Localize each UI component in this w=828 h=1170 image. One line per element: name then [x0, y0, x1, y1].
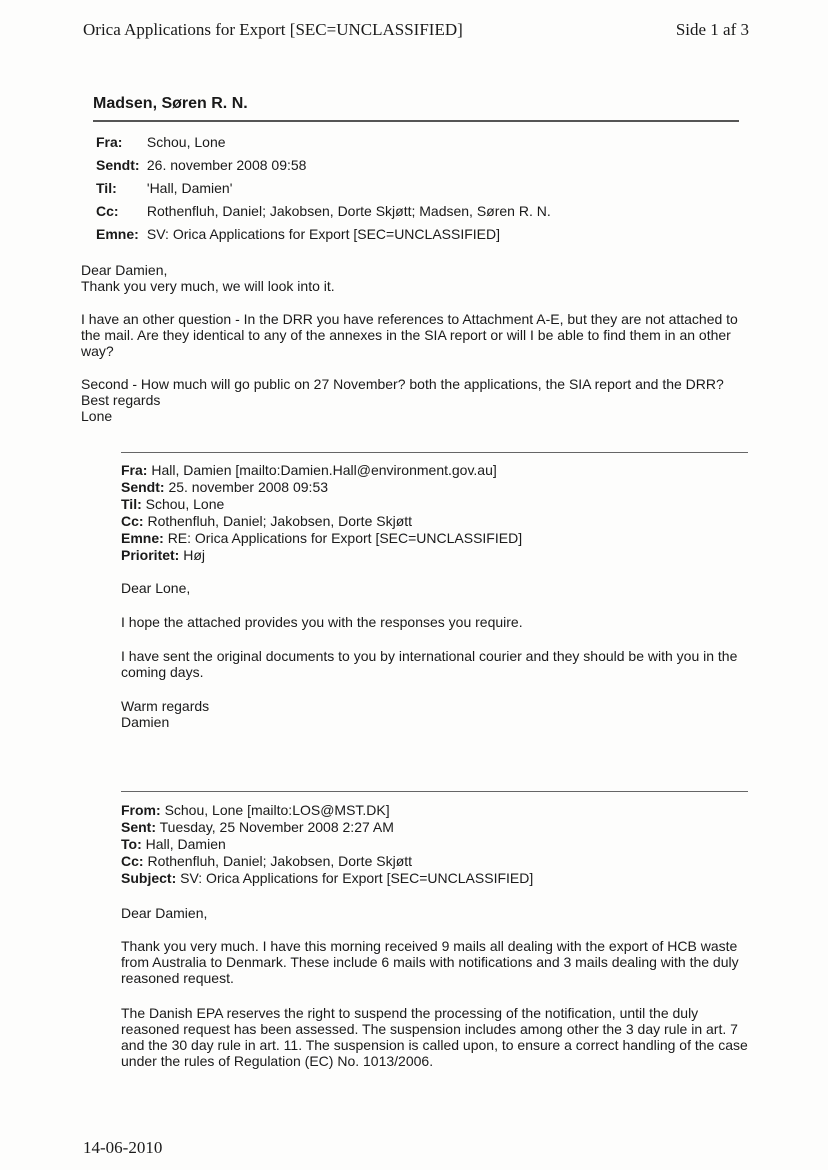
from-label: From: [121, 802, 161, 818]
message3-subject-row [121, 870, 533, 887]
message3-para-suspension: The Danish EPA reserves the right to suspend the processing of the notification, until the duly reasoned request has been assessed. The suspension includes among other the 3 day rule in art. 7 and the 30 day rule in art. 11. The suspension is called upon, to ensure a correct handling of the case under the rules of Regulation (EC) No. 1013/2006. [121, 1005, 748, 1069]
message3-from-row [121, 802, 390, 819]
message2-cc-row [121, 513, 412, 530]
message1-from-row [96, 133, 226, 151]
sent-label: Sent: [121, 819, 156, 835]
message2-para-attached: I hope the attached provides you with the responses you require. [121, 614, 523, 630]
message2-to-row [121, 496, 224, 513]
message3-greeting: Dear Damien, [121, 905, 208, 921]
subject-label: Emne: [96, 226, 139, 242]
subject-value: SV: Orica Applications for Export [SEC=UNCLASSIFIED] [180, 870, 534, 886]
mailbox-owner: Madsen, Søren R. N. [93, 95, 248, 112]
to-value: Hall, Damien [145, 836, 226, 852]
from-value: Schou, Lone [146, 134, 226, 150]
message1-sent-row [96, 156, 306, 174]
from-value: Hall, Damien [mailto:Damien.Hall@environment.gov.au] [151, 462, 497, 478]
message3-sent-row [121, 819, 394, 836]
sent-value: 26. november 2008 09:58 [146, 157, 307, 173]
message3-to-row [121, 836, 226, 853]
cc-label: Cc: [96, 203, 119, 219]
page-number: Side 1 af 3 [675, 20, 749, 39]
message3-para-received: Thank you very much. I have this morning received 9 mails all dealing with the export of HCB waste from Australia to Denmark. These include 6 mails with notifications and 3 mails dealing with the duly reasoned request. [121, 938, 739, 986]
message2-from-row [121, 462, 497, 479]
message2-signoff: Warm regards Damien [121, 698, 210, 730]
to-label: Til: [121, 496, 142, 512]
cc-label: Cc: [121, 513, 144, 529]
to-value: Schou, Lone [145, 496, 225, 512]
sent-value: 25. november 2008 09:53 [168, 479, 329, 495]
document-title: Orica Applications for Export [SEC=UNCLASSIFIED] [83, 20, 463, 39]
message2-subject-row [121, 530, 522, 547]
message2-greeting: Dear Lone, [121, 580, 191, 596]
message1-closing: Second - How much will go public on 27 November? both the applications, the SIA report and the DRR? Best regards Lone [81, 376, 724, 424]
from-label: Fra: [121, 462, 148, 478]
subject-value: RE: Orica Applications for Export [SEC=UNCLASSIFIED] [167, 530, 523, 546]
sent-value: Tuesday, 25 November 2008 2:27 AM [159, 819, 394, 835]
priority-value: Høj [183, 547, 206, 563]
subject-label: Subject: [121, 870, 177, 886]
print-date: 14-06-2010 [83, 1138, 163, 1157]
priority-label: Prioritet: [121, 547, 180, 563]
message1-cc-row [96, 202, 551, 220]
message1-to-row [96, 179, 232, 197]
message-divider [121, 791, 748, 792]
to-value: 'Hall, Damien' [146, 180, 233, 196]
cc-value: Rothenfluh, Daniel; Jakobsen, Dorte Skjøtt; Madsen, Søren R. N. [146, 203, 551, 219]
message1-question: I have an other question - In the DRR you have references to Attachment A-E, but they are not attached to the mail. Are they identical to any of the annexes in the SIA report or will I be able to find them in an other way? [81, 311, 738, 359]
cc-value: Rothenfluh, Daniel; Jakobsen, Dorte Skjøtt [147, 853, 413, 869]
sent-label: Sendt: [96, 157, 140, 173]
to-label: To: [121, 836, 142, 852]
message-divider [121, 452, 748, 453]
sent-label: Sendt: [121, 479, 165, 495]
from-value: Schou, Lone [mailto:LOS@MST.DK] [164, 802, 390, 818]
owner-divider [93, 120, 739, 122]
cc-label: Cc: [121, 853, 144, 869]
from-label: Fra: [96, 134, 123, 150]
message1-greeting: Dear Damien, Thank you very much, we will look into it. [81, 262, 335, 294]
subject-value: SV: Orica Applications for Export [SEC=UNCLASSIFIED] [146, 226, 501, 242]
message2-priority-row [121, 547, 205, 564]
cc-value: Rothenfluh, Daniel; Jakobsen, Dorte Skjøtt [147, 513, 413, 529]
to-label: Til: [96, 180, 117, 196]
subject-label: Emne: [121, 530, 164, 546]
message1-subject-row [96, 225, 500, 243]
message2-para-courier: I have sent the original documents to you by international courier and they should be with you in the coming days. [121, 648, 738, 680]
message3-cc-row [121, 853, 412, 870]
message2-sent-row [121, 479, 328, 496]
